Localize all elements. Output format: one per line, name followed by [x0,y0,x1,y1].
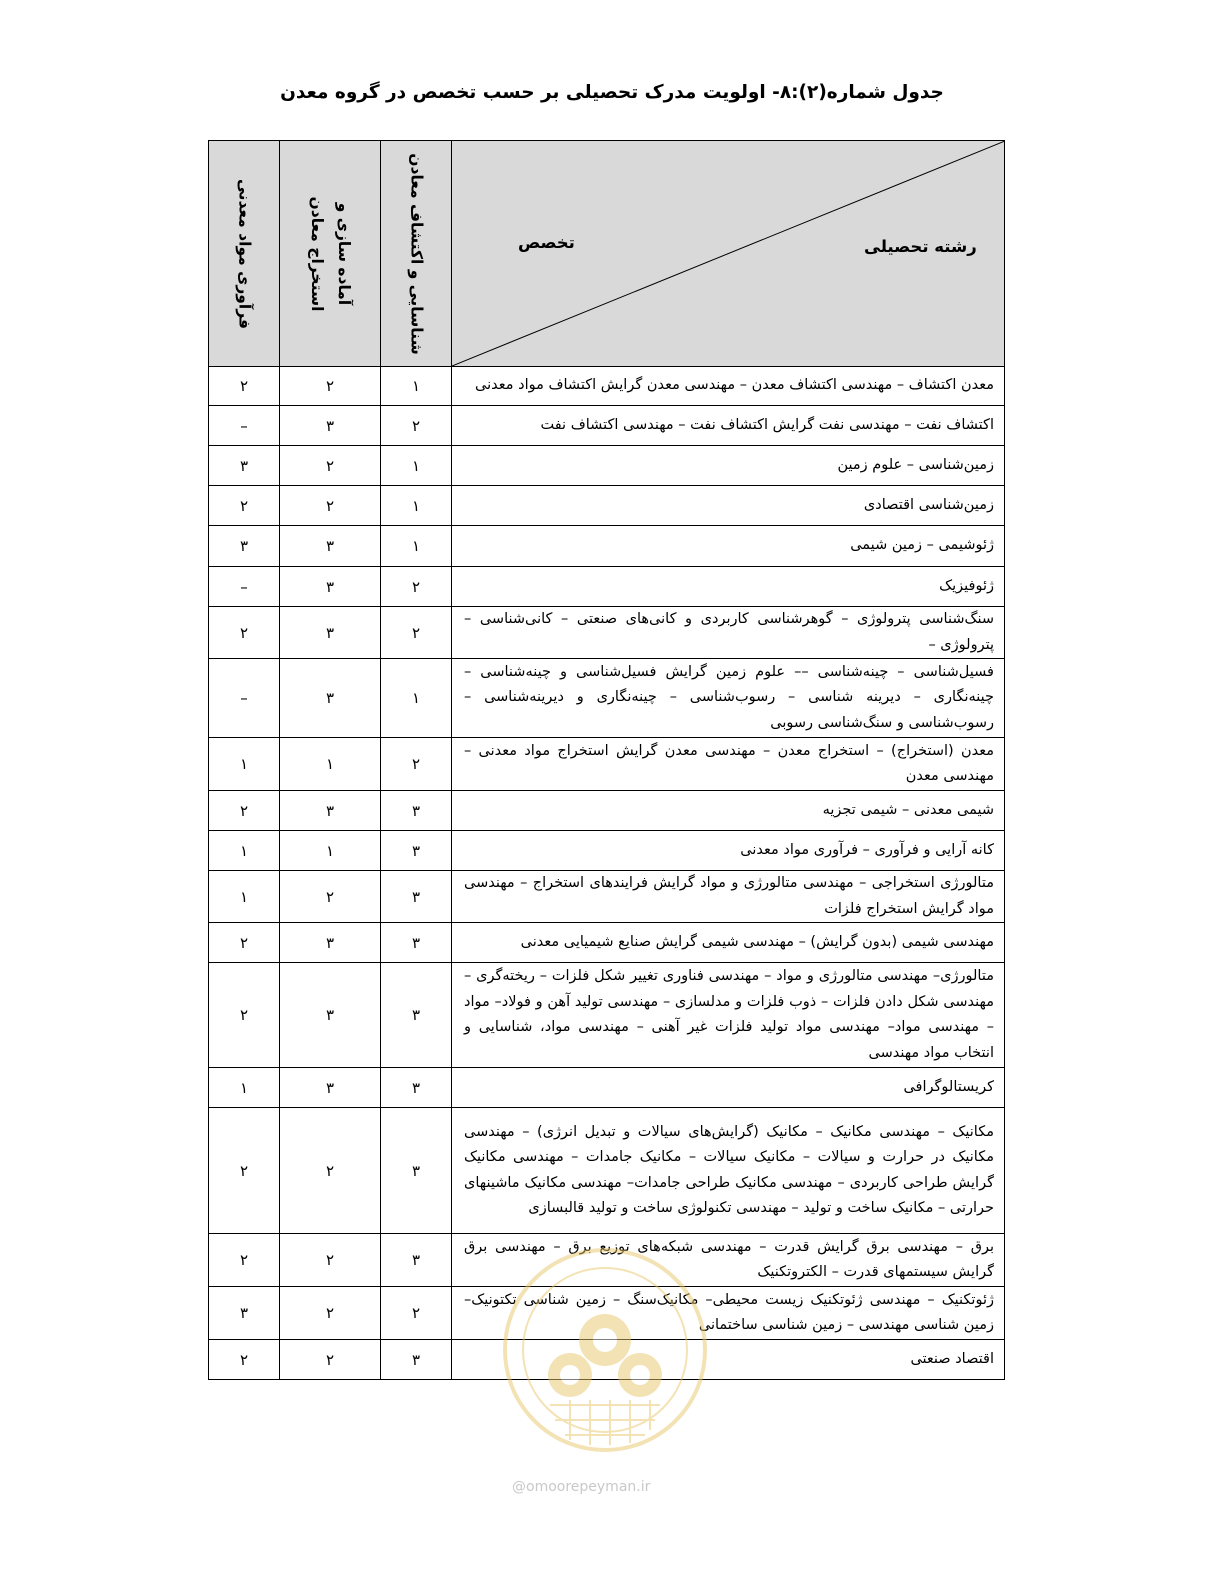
diag-label-field: رشته تحصیلی [864,237,977,256]
cell-processing: – [209,406,280,446]
cell-preparation: ۲ [280,1287,381,1340]
cell-preparation: ۳ [280,963,381,1068]
cell-field: متالورژی– مهندسی متالورژی و مواد – مهندسی فناوری تغییر شکل فلزات – ریخته‌گری – مهندسی شکل دادن فلزات – ذوب فلزات و مدلسازی – مهندسی تولید آهن و فولاد– مواد – مهندسی مواد– مهندسی مواد تولید فلزات غیر آهنی – مهندسی مواد، شناسایی و انتخاب مواد مهندسی [452,963,1005,1068]
header-exploration [381,141,452,367]
cell-processing: ۲ [209,1108,280,1234]
header-preparation-line2: استخراج معادن [308,196,326,311]
cell-exploration: ۲ [381,567,452,607]
cell-exploration: ۳ [381,871,452,923]
cell-processing: ۱ [209,738,280,791]
cell-preparation: ۳ [280,526,381,567]
cell-field: اکتشاف نفت – مهندسی نفت گرایش اکتشاف نفت – مهندسی اکتشاف نفت [452,406,1005,446]
cell-exploration: ۳ [381,1068,452,1108]
cell-exploration: ۱ [381,659,452,738]
cell-processing: ۱ [209,1068,280,1108]
table-row [209,567,1005,607]
table-row [209,367,1005,406]
table-row [209,607,1005,659]
cell-field: سنگ‌شناسی پترولوژی – گوهرشناسی کاربردی و کانی‌های صنعتی – کانی‌شناسی – پترولوژی – [452,607,1005,659]
cell-preparation: ۲ [280,367,381,406]
cell-processing: ۳ [209,526,280,567]
cell-exploration: ۱ [381,486,452,526]
cell-field: معدن اکتشاف – مهندسی اکتشاف معدن – مهندسی معدن گرایش اکتشاف مواد معدنی [452,367,1005,406]
header-preparation-label [303,196,357,311]
table-row [209,486,1005,526]
header-processing [209,141,280,367]
table-body [209,367,1005,1380]
cell-preparation: ۳ [280,607,381,659]
cell-field: کریستالوگرافی [452,1068,1005,1108]
cell-preparation: ۳ [280,567,381,607]
cell-preparation: ۱ [280,738,381,791]
cell-processing: ۲ [209,923,280,963]
cell-exploration: ۱ [381,367,452,406]
cell-processing: ۲ [209,607,280,659]
cell-field: زمین‌شناسی اقتصادی [452,486,1005,526]
table-row [209,738,1005,791]
cell-exploration: ۳ [381,1234,452,1287]
cell-processing: ۳ [209,446,280,486]
cell-exploration: ۳ [381,923,452,963]
header-exploration-label: شناسایی و اکتشاف معادن [407,152,426,355]
cell-processing: – [209,567,280,607]
cell-preparation: ۳ [280,406,381,446]
table-row [209,406,1005,446]
header-preparation [280,141,381,367]
cell-field: مکانیک – مهندسی مکانیک – مکانیک (گرایش‌های سیالات و تبدیل انرژی) – مهندسی مکانیک در حرارت و سیالات – مکانیک سیالات – مکانیک جامدات – مهندسی مکانیک گرایش طراحی کاربردی – مهندسی مکانیک طراحی جامدات– مهندسی مکانیک ماشینهای حرارتی – مکانیک ساخت و تولید – مهندسی تکنولوژی ساخت و تولید قالبسازی [452,1108,1005,1234]
cell-field: ژئوفیزیک [452,567,1005,607]
cell-field: کانه آرایی و فرآوری – فرآوری مواد معدنی [452,831,1005,871]
cell-exploration: ۲ [381,738,452,791]
cell-field: زمین‌شناسی – علوم زمین [452,446,1005,486]
cell-field: برق – مهندسی برق گرایش قدرت – مهندسی شبکه‌های توزیع برق – مهندسی برق گرایش سیستمهای قدرت – الکتروتکنیک [452,1234,1005,1287]
cell-processing: ۱ [209,831,280,871]
cell-preparation: ۲ [280,1234,381,1287]
table-row [209,831,1005,871]
cell-field: معدن (استخراج) – استخراج معدن – مهندسی معدن گرایش استخراج مواد معدنی – مهندسی معدن [452,738,1005,791]
cell-field: اقتصاد صنعتی [452,1340,1005,1380]
cell-preparation: ۳ [280,923,381,963]
cell-preparation: ۲ [280,446,381,486]
cell-preparation: ۲ [280,486,381,526]
cell-preparation: ۳ [280,791,381,831]
cell-exploration: ۱ [381,526,452,567]
cell-exploration: ۳ [381,963,452,1068]
table-row [209,963,1005,1068]
cell-processing: – [209,659,280,738]
header-diagonal-cell [452,141,1005,367]
watermark-logo [500,1245,710,1470]
cell-field: ژئوشیمی – زمین شیمی [452,526,1005,567]
cell-field: فسیل‌شناسی – چینه‌شناسی –– علوم زمین گرایش فسیل‌شناسی و چینه‌شناسی – چینه‌نگاری – دیرینه شناسی – رسوب‌شناسی – چینه‌نگاری و دیرینه‌شناسی – رسوب‌شناسی و سنگ‌شناسی رسوبی [452,659,1005,738]
cell-processing: ۲ [209,1340,280,1380]
priority-table [208,140,1005,1380]
cell-exploration: ۲ [381,607,452,659]
cell-exploration: ۳ [381,1340,452,1380]
table-row [209,446,1005,486]
cell-preparation: ۳ [280,1068,381,1108]
cell-processing: ۳ [209,1287,280,1340]
cell-exploration: ۳ [381,831,452,871]
cell-field: متالورژی استخراجی – مهندسی متالورژی و مواد گرایش فرایندهای استخراج – مهندسی مواد گرایش استخراج فلزات [452,871,1005,923]
cell-processing: ۲ [209,1234,280,1287]
watermark-site-text: @omoorepeyman.ir [512,1479,651,1495]
cell-exploration: ۳ [381,791,452,831]
cell-preparation: ۳ [280,659,381,738]
cell-processing: ۲ [209,486,280,526]
cell-processing: ۲ [209,367,280,406]
cell-exploration: ۲ [381,1287,452,1340]
cell-exploration: ۳ [381,1108,452,1234]
cell-field: مهندسی شیمی (بدون گرایش) – مهندسی شیمی گرایش صنایع شیمیایی معدنی [452,923,1005,963]
table-row [209,1108,1005,1234]
cell-exploration: ۱ [381,446,452,486]
diag-label-specialty: تخصص [518,233,575,252]
cell-processing: ۲ [209,791,280,831]
diagonal-header [452,141,1004,366]
table-row [209,791,1005,831]
header-processing-label: فرآوری مواد معدنی [235,178,254,329]
cell-preparation: ۲ [280,871,381,923]
table-row [209,923,1005,963]
cell-preparation: ۲ [280,1340,381,1380]
cell-field: ژئوتکنیک – مهندسی ژئوتکنیک زیست محیطی– مکانیک‌سنگ – زمین شناسی تکتونیک–زمین شناسی مهندسی – زمین شناسی ساختمانی [452,1287,1005,1340]
table-title: جدول شماره(۲):۸- اولویت مدرک تحصیلی بر حسب تخصص در گروه معدن [280,82,944,103]
table-row [209,1068,1005,1108]
cell-processing: ۱ [209,871,280,923]
header-row [209,141,1005,367]
table-row [209,659,1005,738]
cell-preparation: ۱ [280,831,381,871]
header-preparation-line1: آماده سازی و [335,202,353,305]
cell-processing: ۲ [209,963,280,1068]
cell-preparation: ۲ [280,1108,381,1234]
table-row [209,526,1005,567]
cell-exploration: ۲ [381,406,452,446]
table-row [209,871,1005,923]
cell-field: شیمی معدنی – شیمی تجزیه [452,791,1005,831]
